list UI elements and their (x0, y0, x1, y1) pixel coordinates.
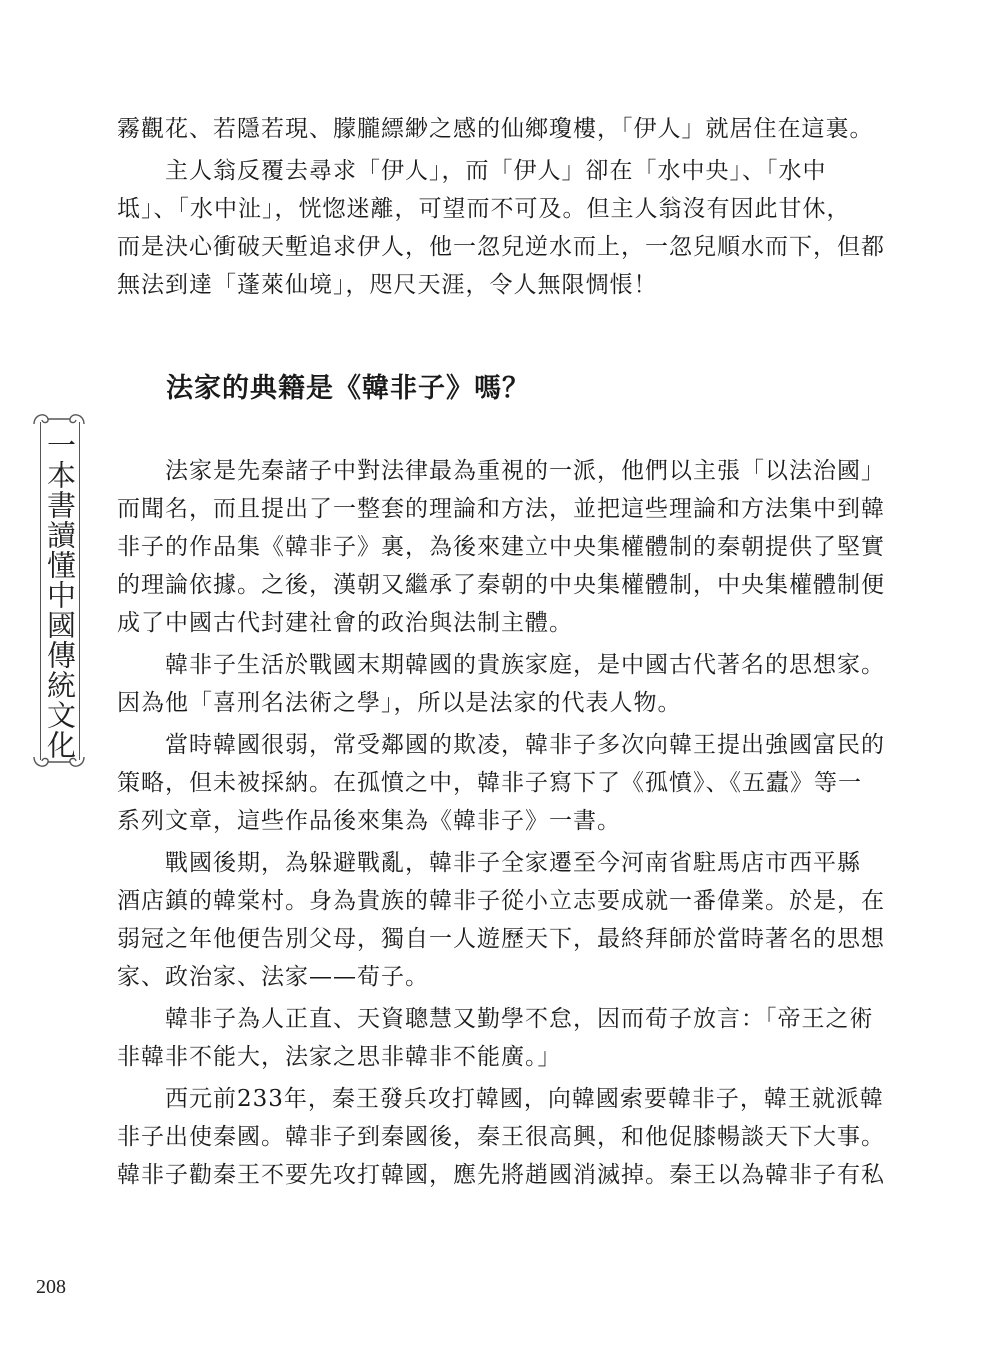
text-line: 西元前233年，秦王發兵攻打韓國，向韓國索要韓非子，韓王就派韓 (165, 1086, 884, 1112)
swirl-ornament-bottom-icon (30, 751, 88, 773)
text-line: 成了中國古代封建社會的政治與法制主體。 (117, 610, 573, 636)
text-line: 的理論依據。之後，漢朝又繼承了秦朝的中央集權體制，中央集權體制便 (117, 572, 885, 598)
text-line: 戰國後期，為躲避戰亂，韓非子全家遷至今河南省駐馬店市西平縣 (165, 850, 861, 876)
paragraph (117, 1000, 874, 1076)
text-line: 韓非子為人正直、天資聰慧又勤學不怠，因而荀子放言：「帝王之術 (165, 1006, 874, 1032)
paragraph (117, 844, 885, 996)
text-line: 非子出使秦國。韓非子到秦國後，秦王很高興，和他促膝暢談天下大事。 (117, 1124, 885, 1150)
text-line: 韓非子生活於戰國末期韓國的貴族家庭，是中國古代著名的思想家。 (165, 652, 885, 678)
text-line: 非韓非不能大，法家之思非韓非不能廣。」 (117, 1044, 562, 1070)
paragraph (117, 1080, 885, 1194)
text-line: 家、政治家、法家——荀子。 (117, 964, 429, 990)
text-line: 當時韓國很弱，常受鄰國的欺凌，韓非子多次向韓王提出強國富民的 (165, 732, 885, 758)
text-line: 非子的作品集《韓非子》裏，為後來建立中央集權體制的秦朝提供了堅實 (117, 534, 885, 560)
text-line: 弱冠之年他便告別父母，獨自一人遊歷天下，最終拜師於當時著名的思想 (117, 926, 885, 952)
intro-text (117, 110, 885, 304)
text-line: 而聞名，而且提出了一整套的理論和方法，並把這些理論和方法集中到韓 (117, 496, 885, 522)
text-line: 坻」、「水中沚」，恍惚迷離，可望而不可及。但主人翁沒有因此甘休， (117, 196, 851, 222)
paragraph (117, 726, 885, 840)
text-line: 霧觀花、若隱若現、朦朧縹緲之感的仙鄉瓊樓，「伊人」就居住在這裏。 (117, 116, 874, 142)
text-line: 而是決心衝破天塹追求伊人，他一忽兒逆水而上，一忽兒順水而下，但都 (117, 234, 885, 260)
main-text (117, 452, 885, 1194)
text-line: 韓非子勸秦王不要先攻打韓國，應先將趙國消滅掉。秦王以為韓非子有私 (117, 1162, 885, 1188)
text-line: 系列文章，這些作品後來集為《韓非子》一書。 (117, 808, 621, 834)
sidebar-title: 一本書讀懂中國傳統文化 (43, 430, 77, 760)
text-line: 酒店鎮的韓棠村。身為貴族的韓非子從小立志要成就一番偉業。於是，在 (117, 888, 885, 914)
paragraph (117, 646, 885, 722)
page-number: 208 (36, 1276, 66, 1298)
intro-paragraph (117, 110, 874, 148)
paragraph (117, 152, 885, 304)
text-line: 無法到達「蓬萊仙境」，咫尺天涯，令人無限惆悵！ (117, 272, 658, 298)
section-heading: 法家的典籍是《韓非子》嗎？ (166, 373, 530, 404)
text-line: 因為他「喜刑名法術之學」，所以是法家的代表人物。 (117, 690, 682, 716)
paragraph (117, 452, 885, 642)
text-line: 法家是先秦諸子中對法律最為重視的一派，他們以主張「以法治國」 (165, 458, 885, 484)
text-line: 主人翁反覆去尋求「伊人」，而「伊人」卻在「水中央」、「水中 (165, 158, 827, 184)
text-line: 策略，但未被採納。在孤憤之中，韓非子寫下了《孤憤》、《五蠹》等一 (117, 770, 862, 796)
sidebar-book-title (30, 408, 88, 773)
